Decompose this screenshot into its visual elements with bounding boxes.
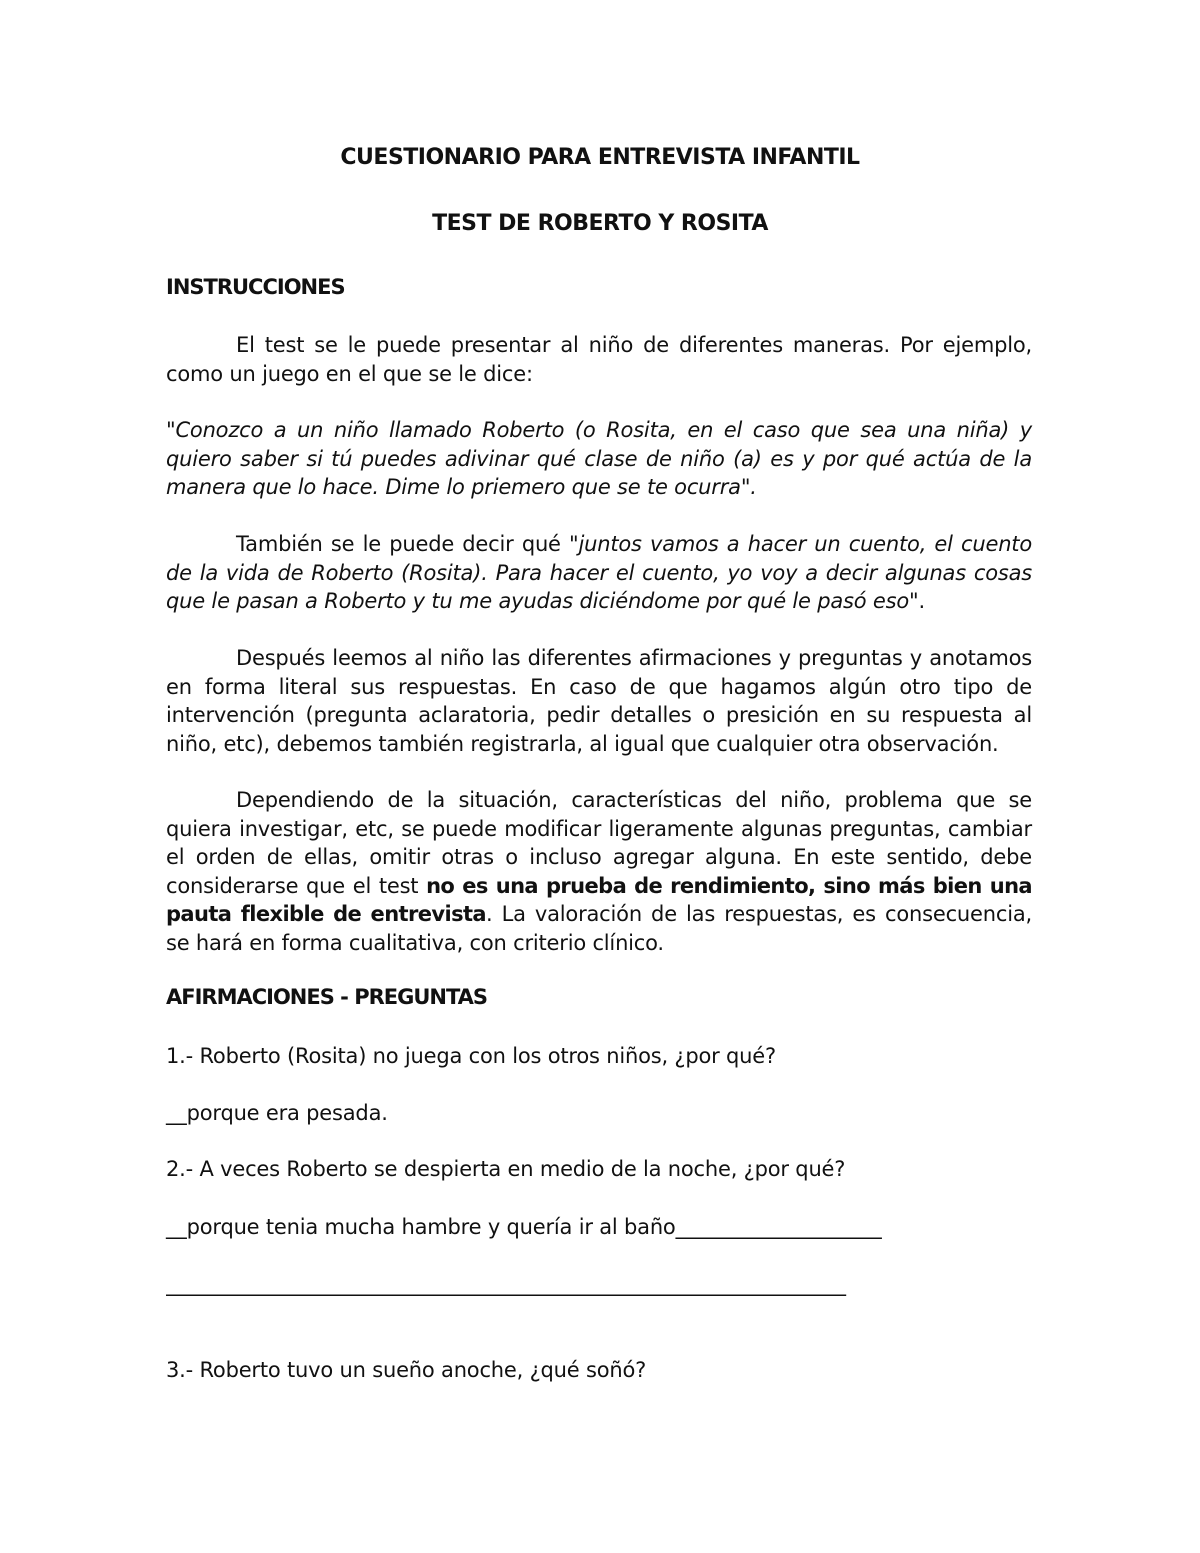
paragraph-flexibility-end: . La valoración de las respuestas, es consecuencia, se hará en forma cualitativa, con criterio clínico. [166, 902, 1032, 955]
questions-heading: AFIRMACIONES - PREGUNTAS [166, 985, 488, 1009]
paragraph-flexibility-bold: no es una prueba de rendimiento, sino más bien una pauta flexible de entrevista [166, 873, 1032, 926]
document-subtitle: TEST DE ROBERTO Y ROSITA [432, 211, 768, 236]
paragraph-story-quote: "juntos vamos a hacer un cuento, el cuento de la vida de Roberto (Rosita). Para hacer el cuento, yo voy a decir algunas cosas que le pasan a Roberto y tu me ayudas diciéndome por qué le pasó eso" [166, 532, 1032, 613]
paragraph-story [166, 530, 1032, 616]
instructions-heading: INSTRUCCIONES [166, 275, 345, 299]
question-1: 1.- Roberto (Rosita) no juega con los otros niños, ¿por qué? [166, 1044, 776, 1068]
question-2: 2.- A veces Roberto se despierta en medio de la noche, ¿por qué? [166, 1157, 846, 1181]
question-3: 3.- Roberto tuvo un sueño anoche, ¿qué soñó? [166, 1358, 647, 1382]
document-title: CUESTIONARIO PARA ENTREVISTA INFANTIL [340, 145, 860, 170]
paragraph-intro: El test se le puede presentar al niño de diferentes maneras. Por ejemplo, como un juego en el que se le dice: [166, 333, 1032, 386]
answer-2-continuation-line: __________________________________________________________________ [166, 1272, 846, 1296]
paragraph-flexibility-lead: Dependiendo de la situación, características del niño, problema que se quiera investigar, etc, se puede modificar ligeramente algunas preguntas, cambiar el orden de ellas, omitir otras o incluso agregar alguna. En este sentido, debe considerarse que el test [166, 788, 1032, 898]
paragraph-story-end: . [918, 589, 925, 613]
answer-2: __porque tenia mucha hambre y quería ir al baño____________________ [166, 1215, 882, 1239]
paragraph-procedure: Después leemos al niño las diferentes afirmaciones y preguntas y anotamos en forma literal sus respuestas. En caso de que hagamos algún otro tipo de intervención (pregunta aclaratoria, pedir detalles o presición en su respuesta al niño, etc), debemos también registrarla, al igual que cualquier otra observación. [166, 646, 1032, 756]
paragraph-quote: "Conozco a un niño llamado Roberto (o Rosita, en el caso que sea una niña) y quiero saber si tú puedes adivinar qué clase de niño (a) es y por qué actúa de la manera que lo hace. Dime lo priemero que se te ocurra". [166, 418, 1032, 499]
answer-1: __porque era pesada. [166, 1101, 388, 1125]
paragraph-flexibility [166, 786, 1032, 957]
paragraph-story-lead: También se le puede decir qué [236, 532, 570, 556]
